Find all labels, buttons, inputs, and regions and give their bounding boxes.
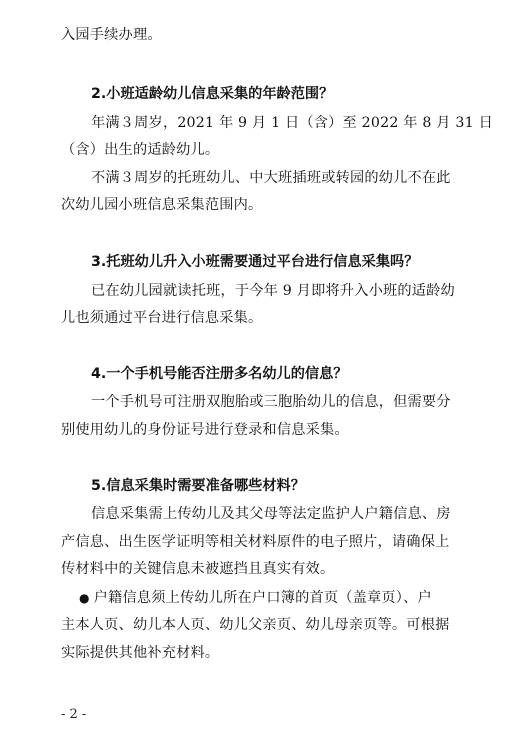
page-number: - 2 - <box>61 707 87 722</box>
bullet-text-line: 户籍信息须上传幼儿所在户口簿的首页（盖章页）、户 <box>93 590 432 606</box>
question-5-heading: 5.信息采集时需要准备哪些材料？ <box>91 478 305 494</box>
question-4-heading: 4.一个手机号能否注册多名幼儿的信息？ <box>91 366 348 382</box>
answer-2-text-line: 不满３周岁的托班幼儿、中大班插班或转园的幼儿不在此 <box>91 170 451 186</box>
answer-2-text-line: 年满３周岁，2021 年 9 月 1 日（含）至 2022 年 8 月 31 日 <box>91 115 493 131</box>
answer-2-text-line: 次幼儿园小班信息采集范围内。 <box>61 197 263 213</box>
bullet-text-line: 实际提供其他补充材料。 <box>61 645 220 661</box>
answer-4-text-line: 别使用幼儿的身份证号进行登录和信息采集。 <box>61 422 349 438</box>
answer-2-text-line: （含）出生的适龄幼儿。 <box>61 142 220 158</box>
bullet-text-line: 主本人页、幼儿本人页、幼儿父亲页、幼儿母亲页等。可根据 <box>61 617 450 633</box>
bullet-item <box>79 588 515 608</box>
answer-4-text-line: 一个手机号可注册双胞胎或三胞胎幼儿的信息，但需要分 <box>91 394 451 410</box>
answer-5-text-line: 传材料中的关键信息未被遮挡且真实有效。 <box>61 561 335 577</box>
question-3-heading: 3.托班幼儿升入小班需要通过平台进行信息采集吗？ <box>91 254 419 270</box>
answer-5-text-line: 产信息、出生医学证明等相关材料原件的电子照片，请确保上 <box>61 534 450 550</box>
intro-text-line: 入园手续办理。 <box>61 27 162 43</box>
bullet-icon: ● <box>79 591 90 605</box>
question-2-heading: 2.小班适龄幼儿信息采集的年龄范围？ <box>91 86 334 102</box>
answer-5-text-line: 信息采集需上传幼儿及其父母等法定监护人户籍信息、房 <box>91 506 451 522</box>
answer-3-text-line: 已在幼儿园就读托班，于今年 9 月即将升入小班的适龄幼 <box>91 283 455 299</box>
answer-3-text-line: 儿也须通过平台进行信息采集。 <box>61 310 263 326</box>
